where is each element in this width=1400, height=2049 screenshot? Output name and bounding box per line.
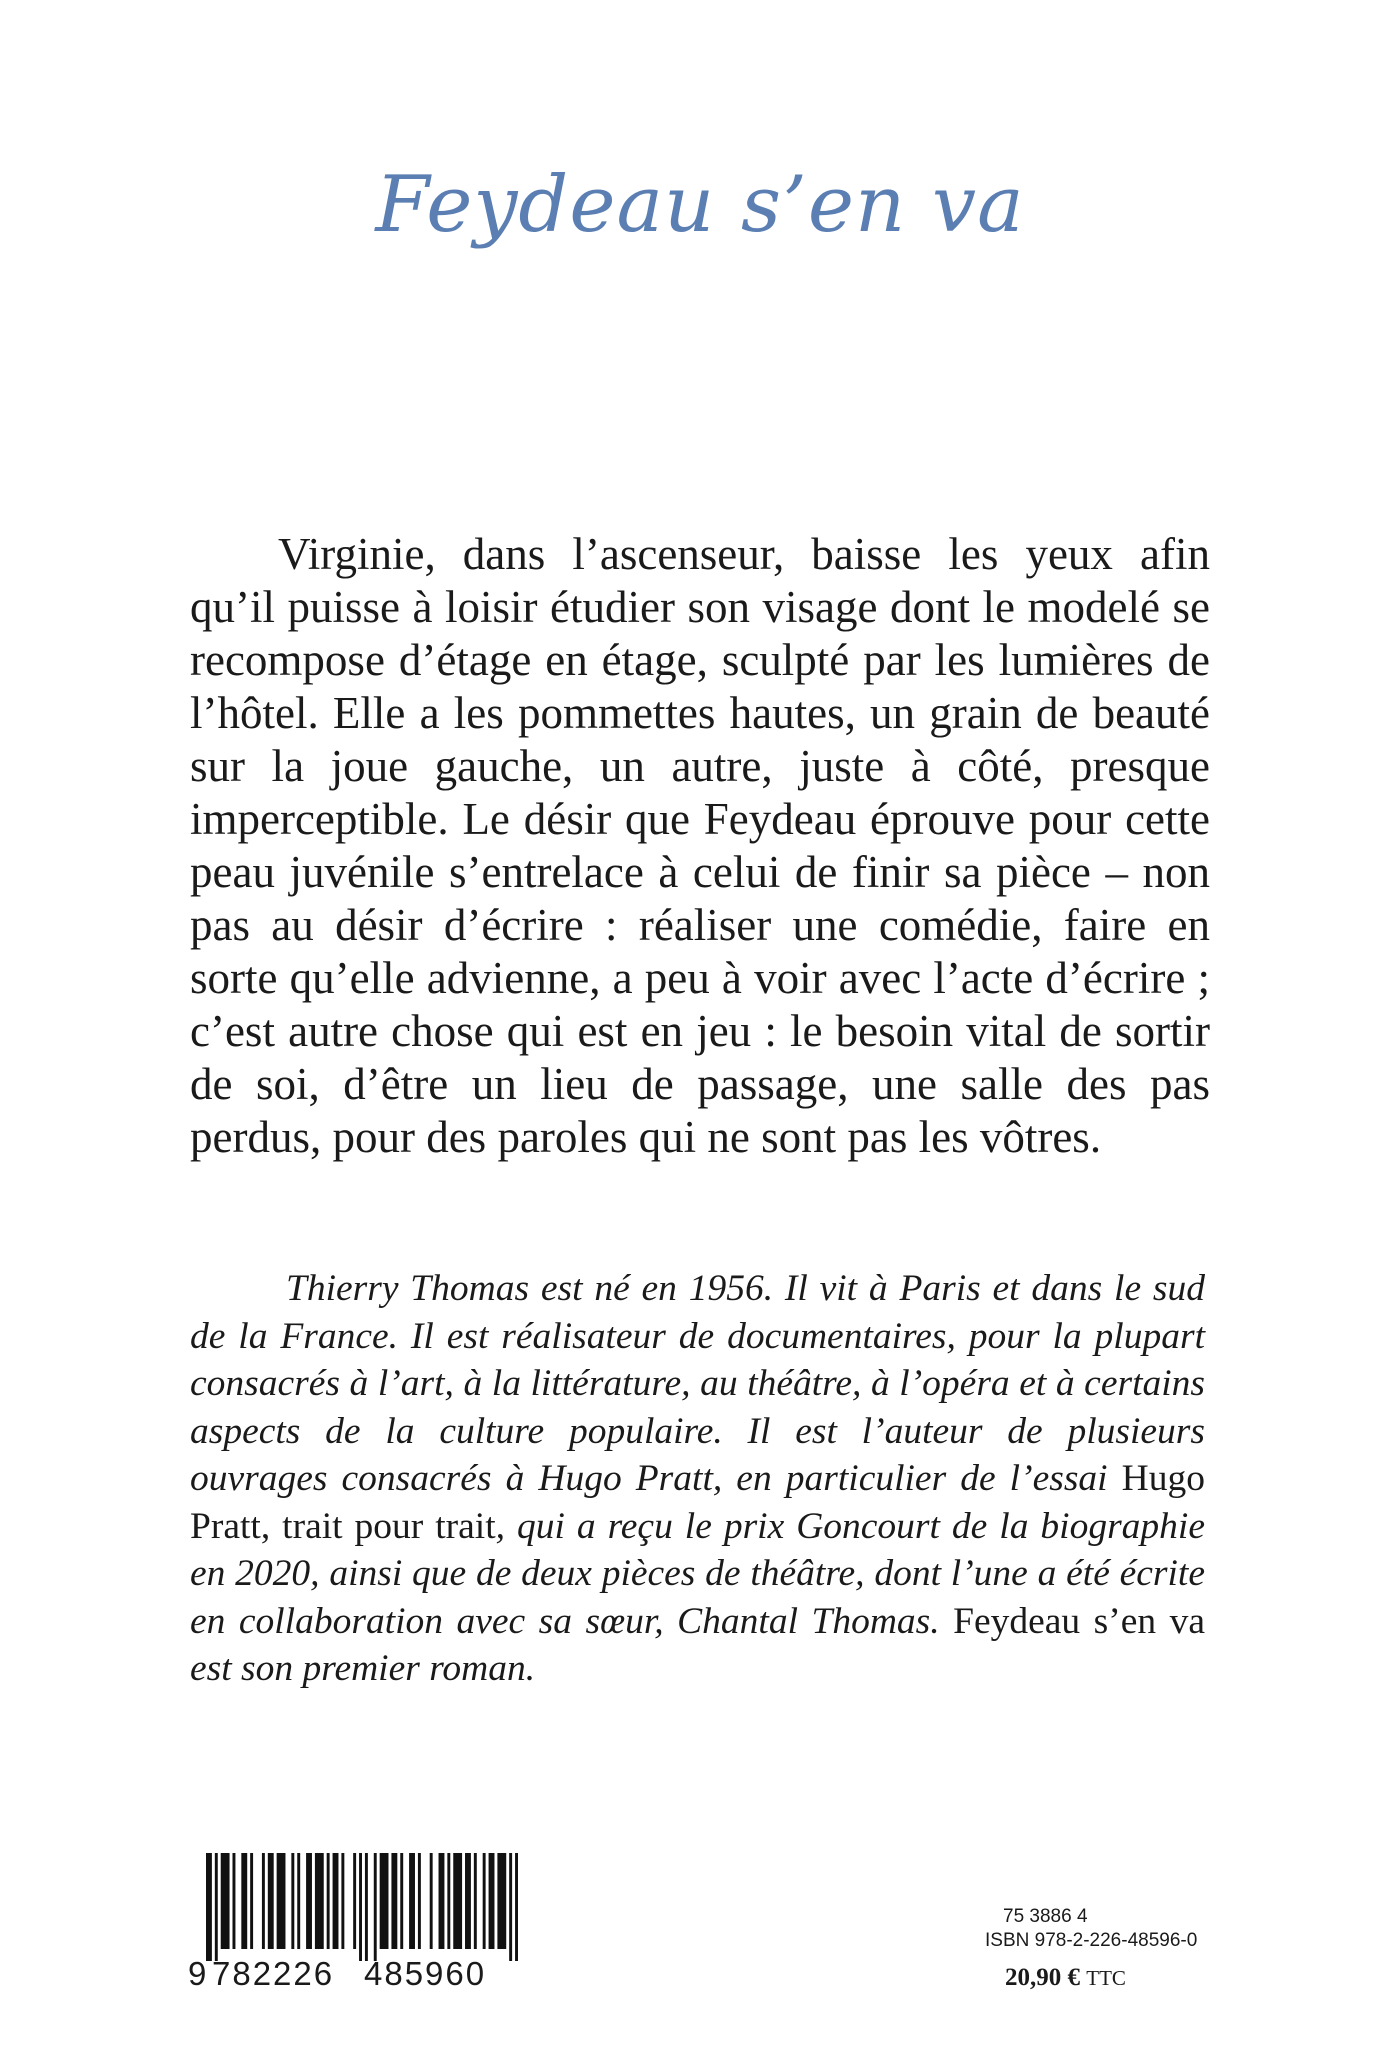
barcode-bar	[306, 1853, 312, 1949]
barcode-bar	[341, 1853, 344, 1949]
barcode-bar	[241, 1853, 247, 1949]
barcode-bar	[439, 1853, 445, 1949]
barcode-bar	[262, 1853, 265, 1949]
barcode-bar	[250, 1853, 253, 1949]
barcode-bar	[430, 1853, 433, 1949]
price-suffix: TTC	[1086, 1966, 1126, 1990]
barcode-bar	[215, 1853, 218, 1961]
bio-text-3: est son premier roman.	[190, 1648, 536, 1689]
barcode-bars	[206, 1853, 518, 1961]
price-amount: 20,90 €	[1005, 1964, 1080, 1991]
barcode-bar	[465, 1853, 471, 1949]
barcode-bar	[483, 1853, 486, 1949]
barcode-bar	[221, 1853, 230, 1949]
barcode-bar	[374, 1853, 377, 1961]
isbn: ISBN 978-2-226-48596-0	[985, 1930, 1198, 1951]
barcode-bar	[277, 1853, 286, 1949]
barcode-bar	[391, 1853, 397, 1949]
book-title: Feydeau s’en va	[375, 160, 1025, 250]
price	[985, 1961, 1235, 1995]
barcode-bar	[515, 1853, 518, 1961]
back-cover-excerpt: Virginie, dans l’ascenseur, baisse les yeux afin qu’il puisse à loisir étudier son visage dont le modelé se recompose d’étage en étage, sculpté par les lumières de l’hôtel. Elle a les pommettes hautes, un grain de beauté sur la joue gauche, un autre, juste à côté, presque imperceptible. Le désir que Feydeau éprouve pour cette peau juvénile s’entrelace à celui de finir sa pièce – non pas au désir d’écrire : réaliser une comédie, faire en sorte qu’elle advienne, a peu à voir avec l’acte d’écrire ; c’est autre chose qui est en jeu : le besoin vital de sortir de soi, d’être un lieu de passage, une salle des pas perdus, pour des paroles qui ne sont pas les vôtres.	[190, 529, 1210, 1162]
barcode-bar	[497, 1853, 506, 1949]
author-bio	[190, 1265, 1205, 1693]
barcode-bar	[409, 1853, 415, 1949]
barcode-bar	[359, 1853, 362, 1961]
barcode-bar	[206, 1853, 212, 1961]
barcode-digits-left: 782226	[212, 1955, 335, 1992]
product-code: 75 3886 4	[1003, 1906, 1088, 1927]
barcode-bar	[297, 1853, 300, 1949]
barcode	[188, 1853, 518, 1993]
bio-text-1: Thierry Thomas est né en 1956. Il vit à Paris et dans le sud de la France. Il est réalisateur de documentaires, pour la plupart consacrés à l’art, à la littérature, au théâtre, à l’opéra et à certains aspects de la culture populaire. Il est l’auteur de plusieurs ouvrages consacrés à Hugo Pratt, en particulier de l’essai	[190, 1268, 1205, 1499]
barcode-bar	[489, 1853, 495, 1949]
barcode-bar	[268, 1853, 274, 1949]
barcode-bar	[447, 1853, 450, 1949]
barcode-bar	[291, 1853, 294, 1949]
barcode-bar	[509, 1853, 512, 1961]
price-block	[985, 1905, 1235, 1995]
barcode-bar	[474, 1853, 477, 1949]
barcode-bar	[418, 1853, 421, 1949]
barcode-bar	[353, 1853, 356, 1949]
bio-book-title-2: Feydeau s’en va	[953, 1600, 1205, 1642]
barcode-first-digit: 9	[188, 1955, 207, 1992]
barcode-bar	[400, 1853, 403, 1949]
barcode-bar	[365, 1853, 368, 1961]
barcode-bar	[333, 1853, 339, 1949]
barcode-bar	[380, 1853, 389, 1949]
barcode-bar	[327, 1853, 330, 1949]
bio-book-title-1: Hugo Pratt, trait pour trait	[190, 1458, 1205, 1547]
bio-text-2: , qui a reçu le prix Goncourt de la biographie en 2020, ainsi que de deux pièces de théâtre, dont l’une a été écrite en collaboration avec sa sœur, Chantal Thomas.	[190, 1505, 1205, 1642]
barcode-bar	[453, 1853, 462, 1949]
barcode-digits-right: 485960	[364, 1955, 487, 1992]
barcode-bar	[232, 1853, 235, 1949]
barcode-bar	[315, 1853, 324, 1949]
